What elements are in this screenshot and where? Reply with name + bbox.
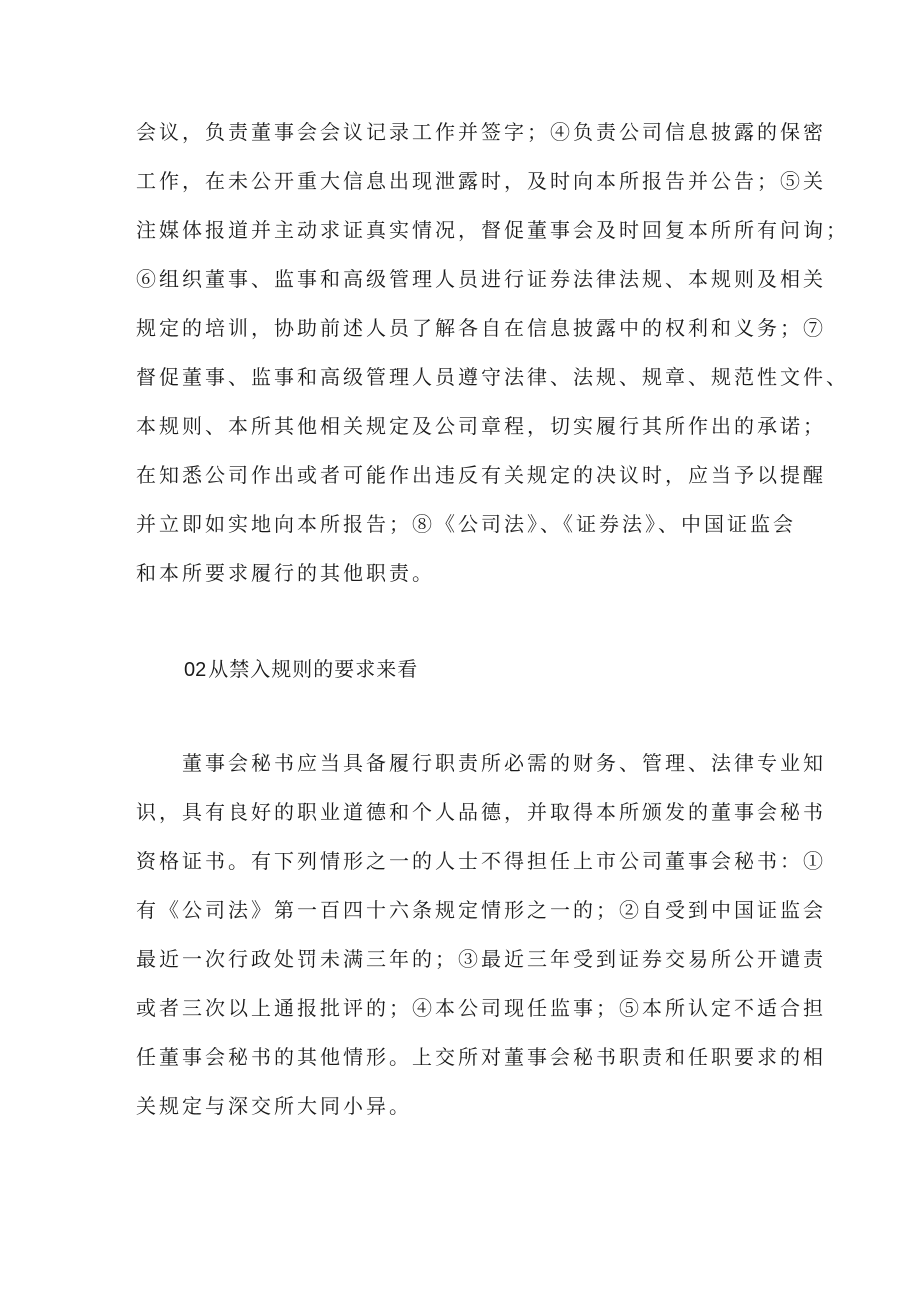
paragraph-line: 或者三次以上通报批评的；④本公司现任监事；⑤本所认定不适合担 (136, 996, 826, 1020)
paragraph-line: 工作，在未公开重大信息出现泄露时，及时向本所报告并公告；⑤关 (136, 169, 826, 193)
paragraph-qualifications (136, 739, 826, 1131)
paragraph-line: 资格证书。有下列情形之一的人士不得担任上市公司董事会秘书：① (136, 849, 826, 873)
paragraph-line: 规定的培训，协助前述人员了解各自在信息披露中的权利和义务；⑦ (136, 316, 826, 340)
paragraph-line: 和本所要求履行的其他职责。 (136, 561, 435, 585)
paragraph-line: 识，具有良好的职业道德和个人品德，并取得本所颁发的董事会秘书 (136, 800, 826, 824)
section-number: 02 (184, 659, 207, 681)
paragraph-line: 任董事会秘书的其他情形。上交所对董事会秘书职责和任职要求的相 (136, 1045, 826, 1069)
paragraph-line: ⑥组织董事、监事和高级管理人员进行证券法律法规、本规则及相关 (136, 267, 826, 291)
paragraph-line: 并立即如实地向本所报告；⑧《公司法》、《证券法》、中国证监会 (136, 512, 796, 536)
paragraph-duties (136, 108, 849, 598)
paragraph-line: 会议，负责董事会会议记录工作并签字；④负责公司信息披露的保密 (136, 120, 826, 144)
section-title: 从禁入规则的要求来看 (208, 657, 419, 681)
paragraph-line: 最近一次行政处罚未满三年的；③最近三年受到证券交易所公开谴责 (136, 947, 826, 971)
paragraph-line: 关规定与深交所大同小异。 (136, 1094, 412, 1118)
section-heading (184, 645, 418, 694)
paragraph-line: 董事会秘书应当具备履行职责所必需的财务、管理、法律专业知 (136, 751, 826, 775)
paragraph-line: 注媒体报道并主动求证真实情况，督促董事会及时回复本所所有问询； (136, 218, 849, 242)
paragraph-line: 在知悉公司作出或者可能作出违反有关规定的决议时，应当予以提醒 (136, 463, 826, 487)
paragraph-line: 有《公司法》第一百四十六条规定情形之一的；②自受到中国证监会 (136, 898, 826, 922)
paragraph-line: 督促董事、监事和高级管理人员遵守法律、法规、规章、规范性文件、 (136, 365, 849, 389)
paragraph-line: 本规则、本所其他相关规定及公司章程，切实履行其所作出的承诺； (136, 414, 826, 438)
